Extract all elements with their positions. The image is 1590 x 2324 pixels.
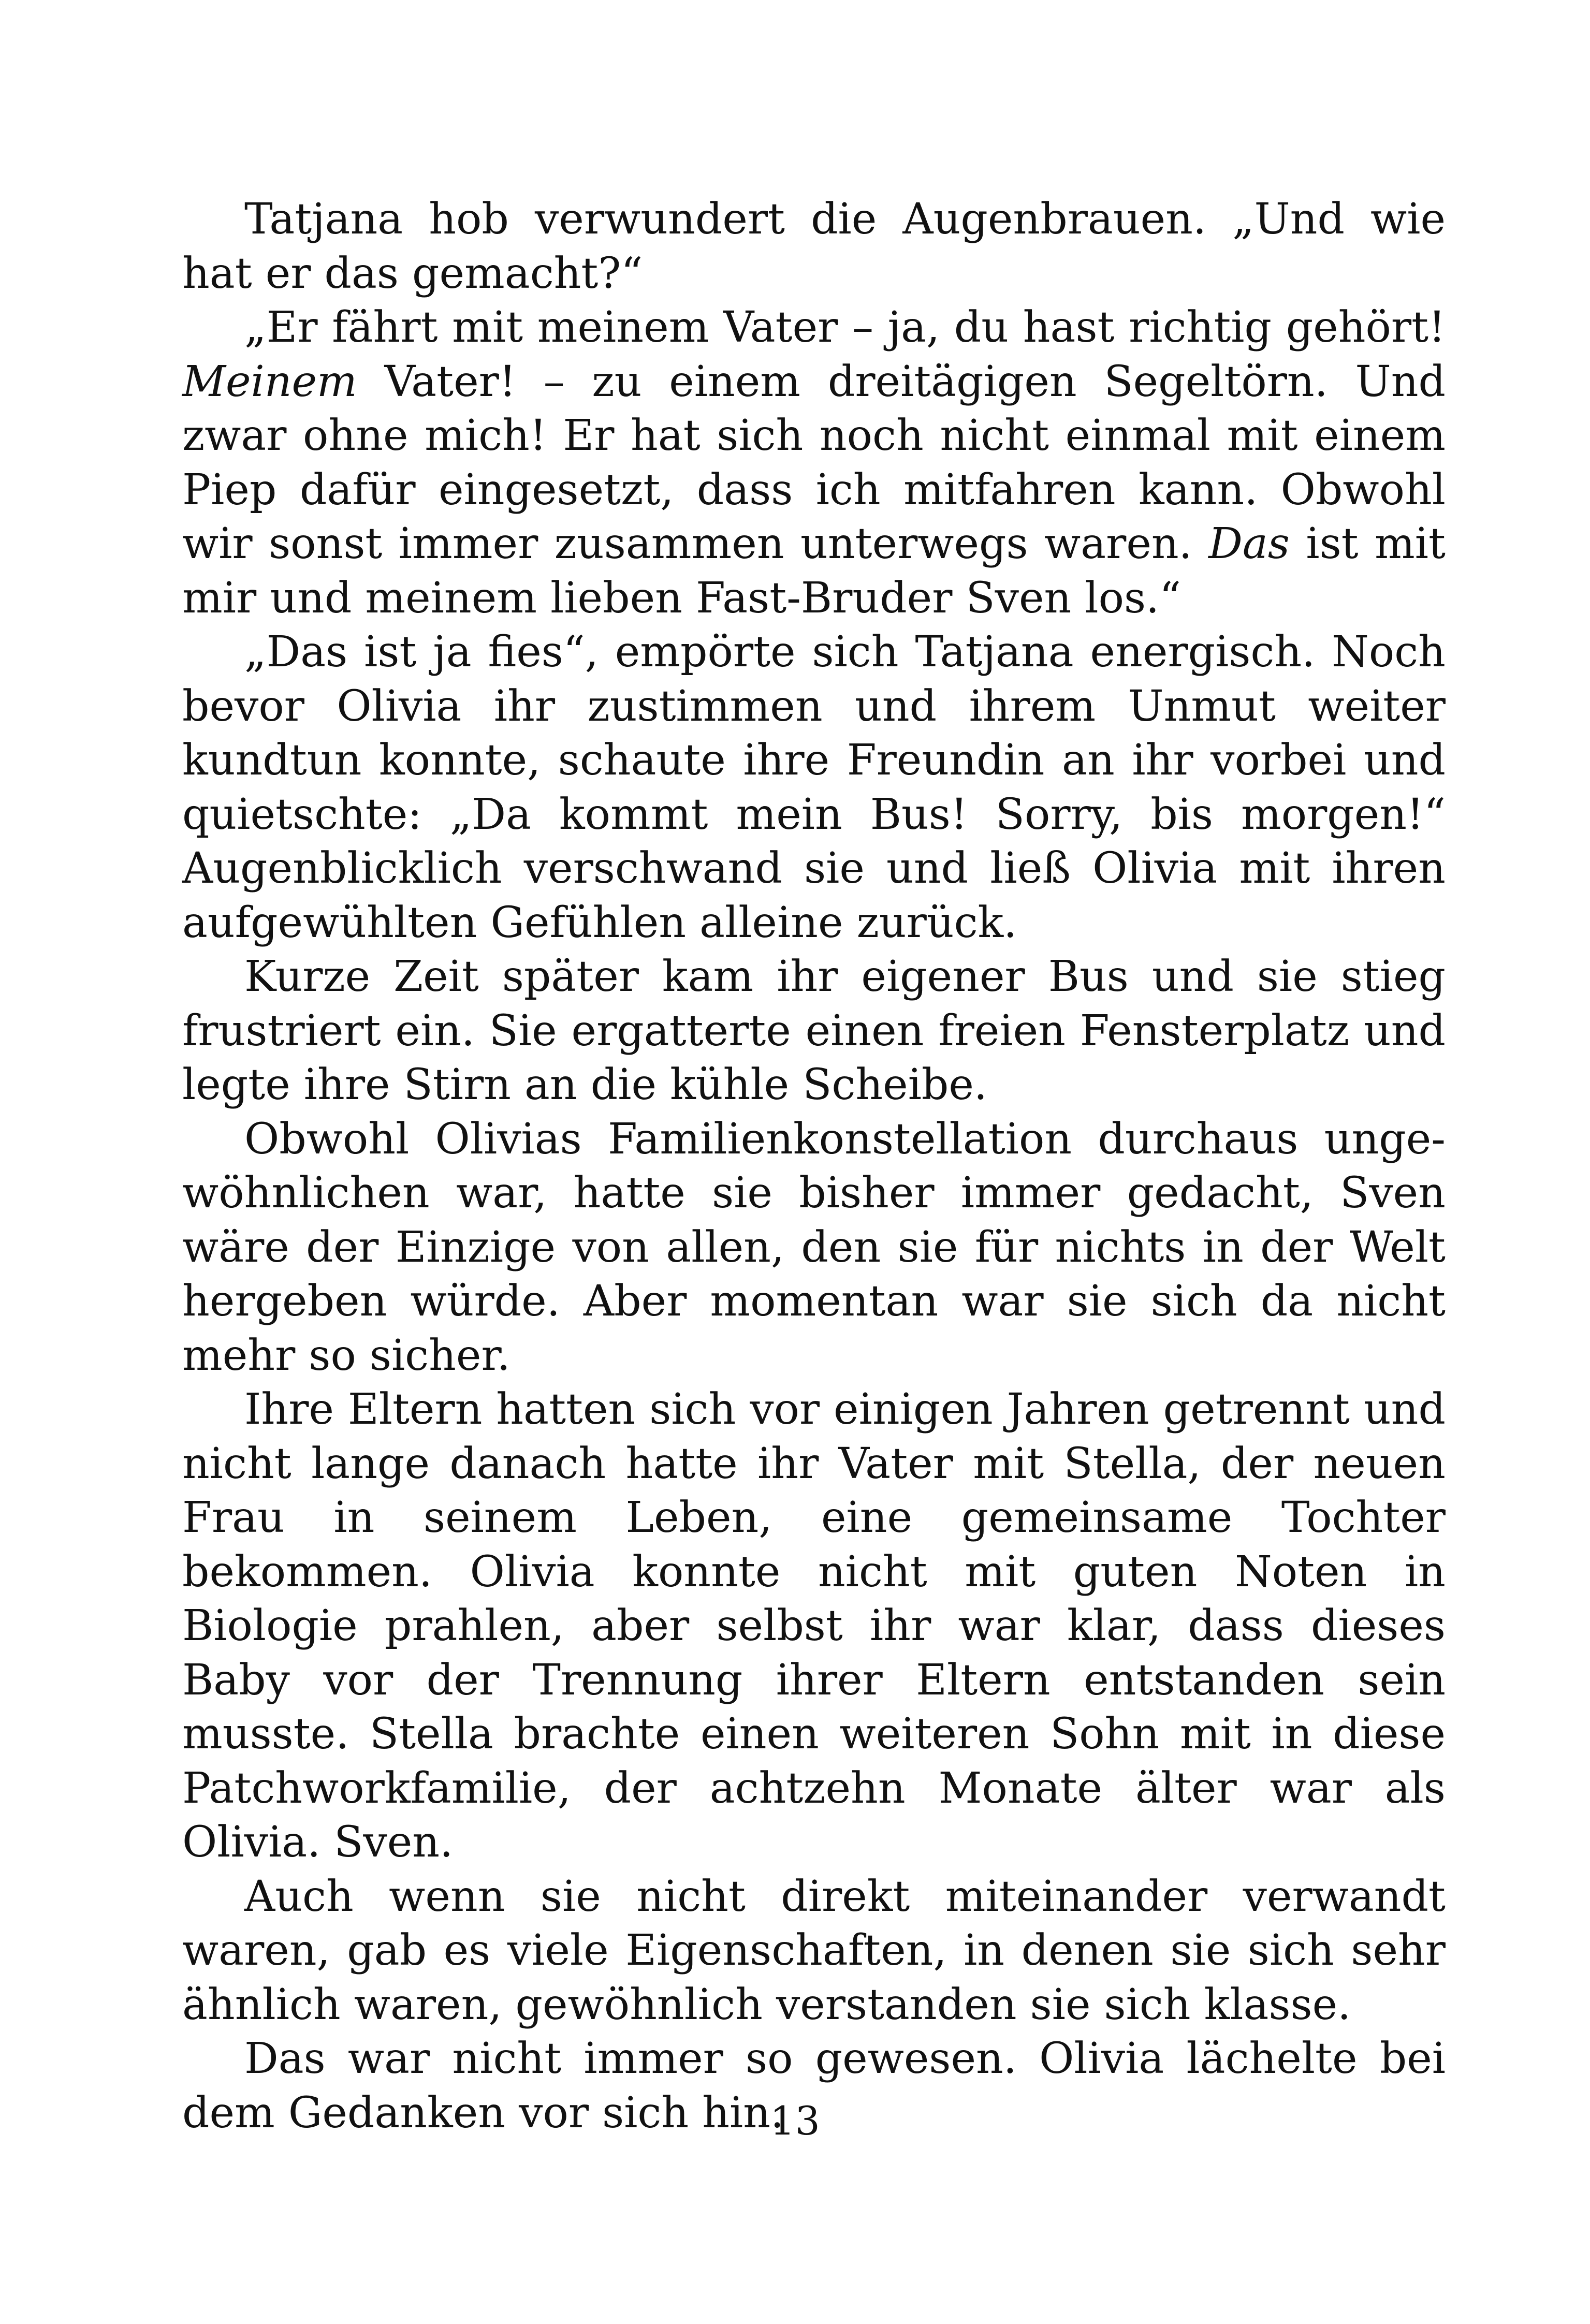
paragraph-text: „Das ist ja fies“, empörte sich Tatjana energisch. Noch bevor Olivia ihr zustimmen und ihrem Unmut weiter kundtun konnte, schaute ihre Freundin an ihr vorbei und quietschte: „Da kommt mein Bus! Sorry, bis morgen!“ Augenblicklich verschwand sie und ließ Olivia mit ihren aufgewühlten Gefühlen alleine zurück. [182, 627, 1446, 947]
body-text [182, 193, 1446, 2140]
emphasis-text: Meinem [182, 357, 357, 406]
emphasis-text: Das [1208, 519, 1290, 568]
paragraph-text: „Er fährt mit meinem Vater – ja, du hast richtig gehört! [244, 303, 1446, 352]
paragraph [182, 950, 1446, 1113]
paragraph-text: Obwohl Olivias Familienkonstellation durchaus ungewöhnlichen war, hatte sie bisher immer gedacht, Sven wäre der Einzige von allen, den sie für nichts in der Welt hergeben würde. Aber momentan war sie sich da nicht mehr so sicher. [182, 1114, 1446, 1380]
paragraph-text: Tatjana hob verwundert die Augenbrauen. „Und wie hat er das gemacht?“ [182, 195, 1446, 298]
paragraph-text: Vater! – zu einem dreitägigen Segeltörn. Und zwar ohne mich! Er hat sich noch nicht einmal mit einem Piep dafür eingesetzt, dass ich mitfahren kann. Obwohl wir sonst immer zusammen unterwegs waren. [182, 357, 1446, 568]
paragraph [182, 301, 1446, 625]
page-number: 13 [770, 2098, 820, 2144]
paragraph-text: ist mit mir und meinem lieben Fast-Bruder Sven los.“ [182, 519, 1446, 623]
paragraph [182, 1870, 1446, 2033]
paragraph-text: Kurze Zeit später kam ihr eigener Bus und sie stieg frustriert ein. Sie ergatterte einen freien Fensterplatz und legte ihre Stirn an die kühle Scheibe. [182, 952, 1446, 1109]
paragraph [182, 625, 1446, 950]
paragraph [182, 1113, 1446, 1383]
paragraph-text: Das war nicht immer so gewesen. Olivia lächelte bei dem Gedanken vor sich hin. [182, 2034, 1446, 2138]
paragraph-text: Auch wenn sie nicht direkt miteinander verwandt waren, gab es viele Eigenschaften, in denen sie sich sehr ähnlich waren, gewöhnlich verstanden sie sich klasse. [182, 1872, 1446, 2029]
paragraph [182, 1383, 1446, 1870]
paragraph [182, 193, 1446, 301]
paragraph-text: Ihre Eltern hatten sich vor einigen Jahren getrennt und nicht lange danach hatte ihr Vater mit Stella, der neuen Frau in seinem Leben, eine gemeinsame Tochter bekommen. Olivia konnte nicht mit guten Noten in Biologie prahlen, aber selbst ihr war klar, dass dieses Baby vor der Trennung ihrer Eltern entstanden sein musste. Stella brachte einen weiteren Sohn mit in diese Patchworkfamilie, der achtzehn Monate älter war als Olivia. Sven. [182, 1385, 1446, 1867]
